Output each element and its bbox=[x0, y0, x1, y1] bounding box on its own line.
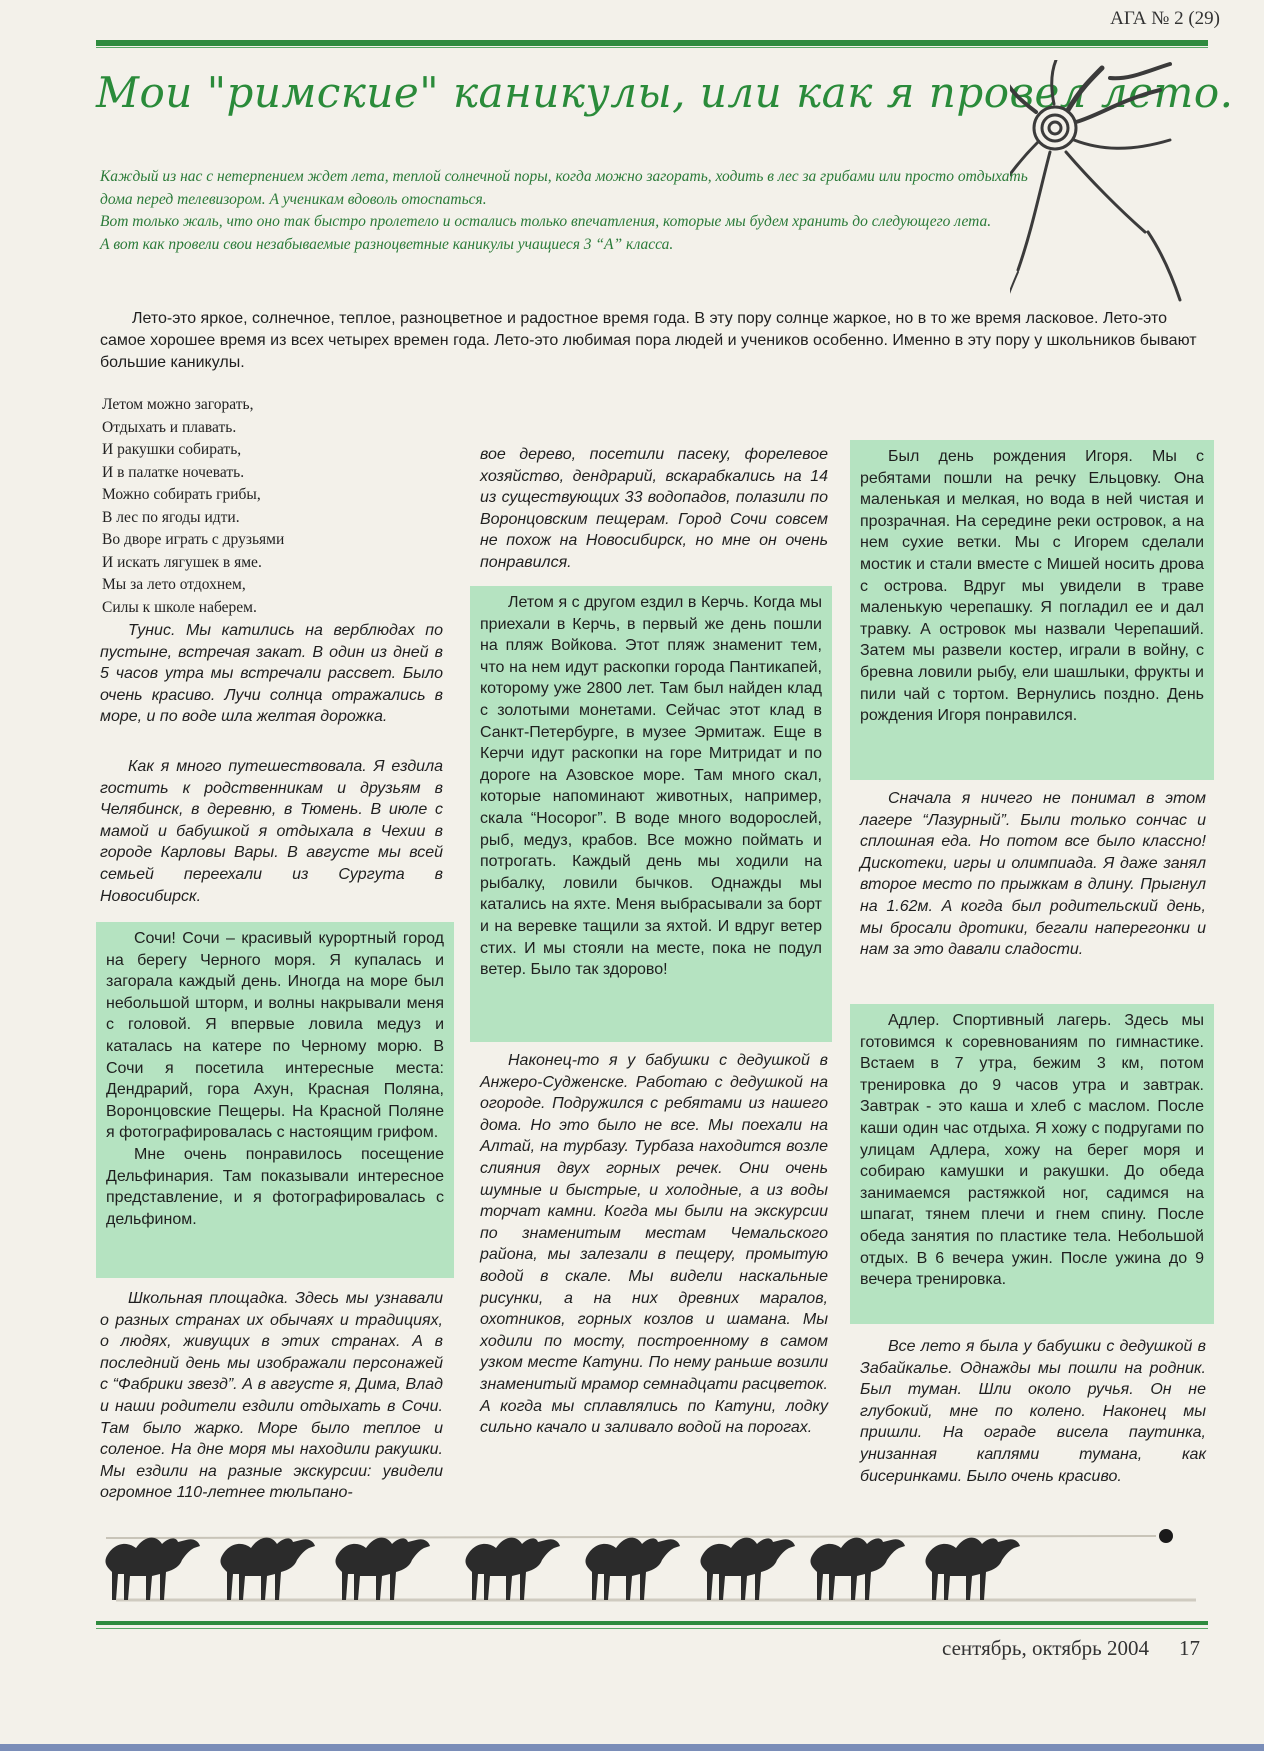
story-camp bbox=[860, 788, 1206, 961]
story-text: Школьная площадка. Здесь мы узнавали о разных странах их обычаях и традициях, о людях, живущих в этих странах. А в последний день мы изображали персонажей с “Фабрики звезд”. А в августе я, Дима, Влад и наши родители ездили отдыхать в Сочи. Там было жарко. Море было теплое и соленое. На дне моря мы находили ракушки. Мы ездили на разные экскурсии: увидели огромное 110-летнее тюльпано- bbox=[100, 1290, 443, 1502]
poem-line: Отдыхать и плавать. bbox=[102, 418, 237, 436]
story-sochi-cont bbox=[480, 444, 828, 574]
poem-line: Силы к школе наберем. bbox=[102, 598, 257, 616]
poem-line: Можно собирать грибы, bbox=[102, 486, 261, 503]
story-text: Летом я с другом ездил в Керчь. Когда мы приехали в Керчь, в первый же день пошли на пляж Войкова. Этот пляж знаменит тем, что на нем идут раскопки города Пантикапей, которому уже 2800 лет. Там был найден клад с золотыми монетами. Сейчас этот клад в Санкт-Петербурге, в музее Эрмитаж. Еще в Керчи идут раскопки на горе Митридат и по дороге на Азовское море. Там много скал, которые напоминают животных, например, скала “Носорог”. В воде много водорослей, рыб, медуз, крабов. Все можно поймать и потрогать. Каждый день мы ходили на рыбалку, ловили бычков. Однажды мы катались на яхте. Меня выбрасывали за борт и на веревке тащили за яхтой. И вдруг ветер стих. И мы стояли на месте, пока не подул ветер. Было так здорово! bbox=[480, 594, 822, 979]
article-title: Мои "римские" каникулы, или как я провел лето. bbox=[96, 68, 1234, 117]
page-footer bbox=[860, 1636, 1200, 1661]
scan-edge bbox=[0, 1744, 1264, 1751]
story-text: Адлер. Спортивный лагерь. Здесь мы готовимся к соревнованиям по гимнастике. Встаем в 7 утра, бежим 3 км, потом тренировка до 9 часов утра и завтрак. Завтрак - это каша и хлеб с маслом. После каши один час отдыха. Я хожу с подругами по улицам Адлера, хожу на берег моря и собираю камушки и ракушки. До обеда занимаемся растяжкой ног, садимся на шпагат, тянем плечи и гнем спину. После обеда занятия по пластике тела. Небольшой отдых. В 6 вечера ужин. После ужина до 9 вечера тренировка. bbox=[860, 1012, 1204, 1289]
bottom-rule bbox=[96, 1621, 1208, 1625]
story-travel bbox=[100, 756, 443, 907]
story-text: вое дерево, посетили пасеку, форелевое хозяйство, дендрарий, вскарабкались на 14 из существующих 33 водопадов, полазили по Воронцовским пещерам. Город Сочи совсем не похож на Новосибирск, но мне он очень понравился. bbox=[480, 446, 828, 571]
poem-line: И искать лягушек в яме. bbox=[102, 553, 262, 571]
poem bbox=[102, 394, 442, 619]
top-rule-thin bbox=[96, 47, 1208, 48]
story-altai bbox=[480, 1050, 828, 1439]
intro-block bbox=[100, 166, 1060, 256]
story-text: Сочи! Сочи – красивый курортный город на берегу Черного моря. Я купалась и загорала каждый день. Иногда на море был небольшой шторм, и волны накрывали меня с головой. Я впервые ловила медуз и каталась на катере по Черному морю. В Сочи я посетила интересные места: Дендрарий, гора Ахун, Красная Поляна, Воронцовские Пещеры. На Красной Поляне я фотографировалась с настоящим грифом. bbox=[106, 930, 444, 1142]
story-school bbox=[100, 1288, 443, 1504]
camel-icon bbox=[105, 1538, 200, 1600]
page-number: 17 bbox=[1179, 1636, 1200, 1660]
camel-border bbox=[96, 1510, 1208, 1610]
camel-icon bbox=[465, 1538, 560, 1600]
intro-paragraph: Вот только жаль, что оно так быстро пролетело и остались только впечатления, которые мы будем хранить до следующего лета. bbox=[100, 213, 992, 230]
story-text: Сначала я ничего не понимал в этом лагере “Лазурный”. Были только сончас и сплошная еда. Но потом все было классно! Дискотеки, игры и олимпиада. Я даже занял второе место по прыжкам в длину. Прыгнул на 1.62м. А когда был родительский день, мы бросали дротики, бегали наперегонки и нам за это давали сладости. bbox=[860, 790, 1206, 959]
poem-line: И в палатке ночевать. bbox=[102, 463, 245, 481]
top-rule bbox=[96, 40, 1208, 46]
story-sochi-box bbox=[96, 922, 454, 1278]
poem-line: И ракушки собирать, bbox=[102, 441, 242, 458]
story-text: Как я много путешествовала. Я ездила гостить к родственникам и друзьям в Челябинск, в деревню, в Тюмень. В июле с мамой и бабушкой я отдыхала в Чехии в городе Карловы Вары. В августе мы всей семьей переехали из Сургута в Новосибирск. bbox=[100, 758, 443, 905]
camel-icon bbox=[585, 1538, 680, 1600]
story-zabaikal bbox=[860, 1336, 1206, 1487]
poem-line: В лес по ягоды идти. bbox=[102, 508, 240, 526]
camel-icon bbox=[925, 1538, 1020, 1600]
lead-paragraph: Лето-это яркое, солнечное, теплое, разноцветное и радостное время года. В эту пору солнце жаркое, но в то же время ласковое. Лето-это самое хорошее время из всех четырех времен года. Лето-это любимая пора людей и учеников особенно. Именно в эту пору у школьников бывают большие каникулы. bbox=[100, 310, 1197, 371]
story-text: Мне очень понравилось посещение Дельфинария. Там показывали интересное представление, и я фотографировалась с дельфином. bbox=[106, 1145, 444, 1228]
story-text: Наконец-то я у бабушки с дедушкой в Анжеро-Судженске. Работаю с дедушкой на огороде. Подружился с ребятами из нашего дома. Но это было не все. Мы поехали на Алтай, на турбазу. Турбаза находится возле слияния двух горных речек. Они очень шумные и быстрые, и холодные, а из воды торчат камни. Когда мы были на экскурсии по знаменитым местам Чемальского района, мы залезали в пещеру, промытую водой в скале. Мы видели наскальные рисунки, а на них древних маралов, охотников, горных козлов и шамана. Мы ходили по мосту, построенному в самом узком месте Катуни. По нему раньше возили знаменитый мрамор семнадцати расцветок. А когда мы сплавлялись по Катуни, лодку сильно качало и заливало водой на порогах. bbox=[480, 1052, 828, 1437]
poem-line: Летом можно загорать, bbox=[102, 396, 254, 413]
story-tunis bbox=[100, 620, 443, 728]
camel-icon bbox=[220, 1538, 315, 1600]
story-text: Был день рождения Игоря. Мы с ребятами пошли на речку Ельцовку. Она маленькая и мелкая, но вода в ней чистая и прозрачная. На середине реки островок, а на нем сухие ветки. Мы с Игорем сделали мостик и стали вместе с Мишей носить дрова с острова. Вдруг мы увидели в траве маленькую черепашку. Я погладил ее и дал травку. А островок мы назвали Черепаший. Затем мы развели костер, играли в войну, с бревна ловили рыбу, ели шашлыки, фрукты и пили чай с тортом. Вернулись поздно. День рождения Игоря понравился. bbox=[860, 448, 1204, 725]
bottom-rule-thin bbox=[96, 1628, 1208, 1629]
story-igor-box bbox=[850, 440, 1214, 780]
story-kerch-box bbox=[470, 586, 832, 1042]
story-text: Все лето я была у бабушки с дедушкой в Забайкалье. Однажды мы пошли на родник. Был туман. Шли около ручья. Он не глубокий, мне по колено. Наконец мы пришли. На ограде висела паутинка, унизанная каплями тумана, как бисеринками. Было очень красиво. bbox=[860, 1338, 1206, 1485]
poem-line: Мы за лето отдохнем, bbox=[102, 576, 246, 593]
intro-paragraph: Каждый из нас с нетерпением ждет лета, теплой солнечной поры, когда можно загорать, ходить в лес за грибами или просто отдыхать дома перед телевизором. А ученикам вдоволь отоспаться. bbox=[100, 168, 1028, 208]
poem-line: Во дворе играть с друзьями bbox=[102, 531, 285, 548]
story-text: Тунис. Мы катились на верблюдах по пустыне, встречая закат. В один из дней в 5 часов утра мы встречали рассвет. Было очень красиво. Лучи солнца отражались в море, и по воде шла желтая дорожка. bbox=[100, 622, 443, 726]
camel-icon bbox=[700, 1538, 795, 1600]
story-adler-box bbox=[850, 1004, 1214, 1324]
intro-paragraph: А вот как провели свои незабываемые разноцветные каникулы учащиеся 3 “А” класса. bbox=[100, 235, 674, 253]
issue-number: АГА № 2 (29) bbox=[1110, 8, 1220, 29]
camel-icon bbox=[335, 1538, 430, 1600]
camel-icon bbox=[810, 1538, 905, 1600]
issue-date: сентябрь, октябрь 2004 bbox=[942, 1636, 1149, 1660]
